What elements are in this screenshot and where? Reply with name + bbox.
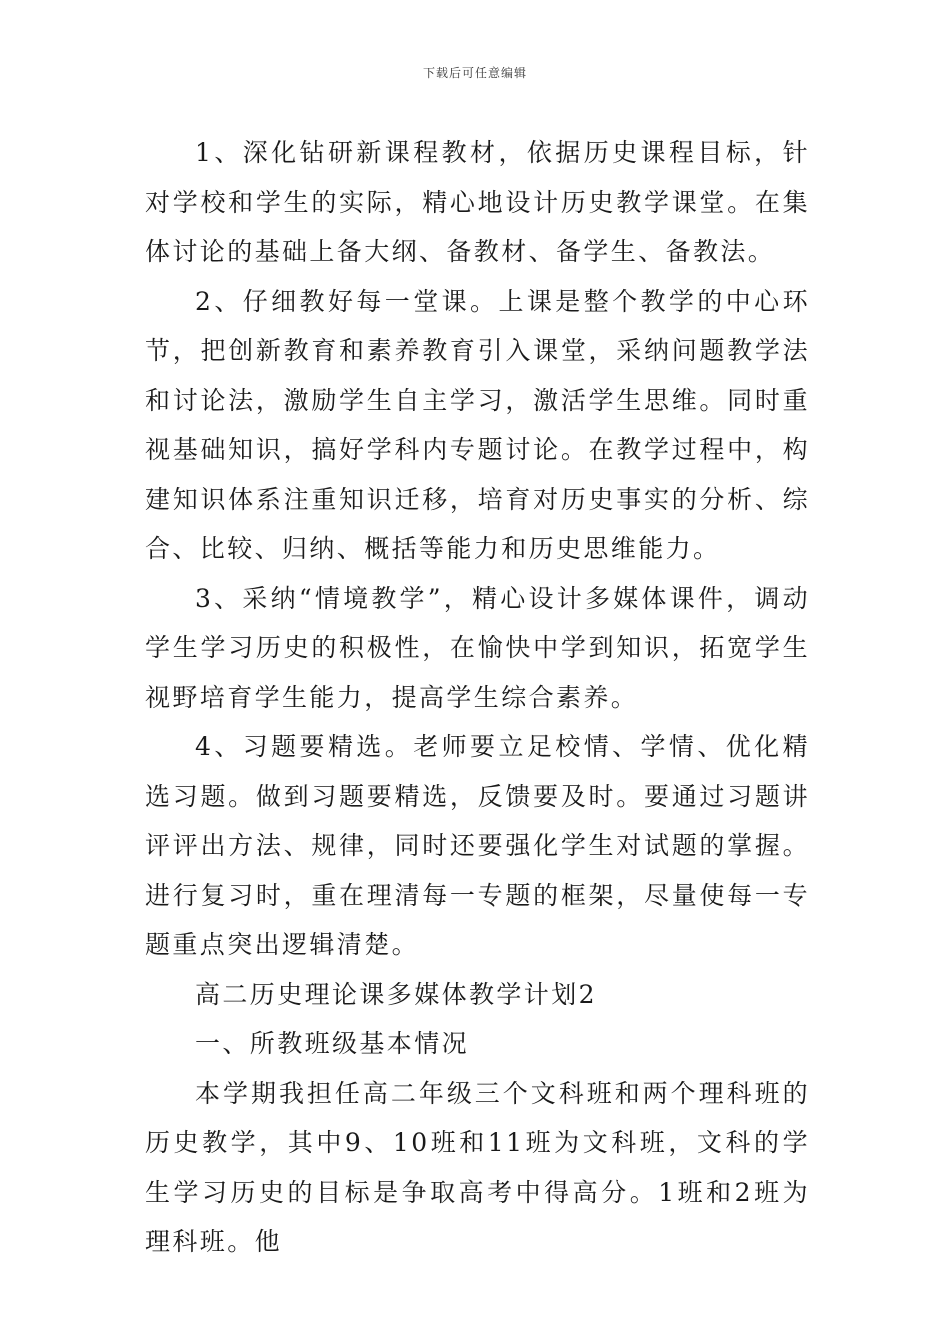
section-title: 高二历史理论课多媒体教学计划2 [195,979,597,1009]
paragraph-5: 本学期我担任高二年级三个文科班和两个理科班的历史教学，其中9、10班和11班为文科班，文科的学生学习历史的目标是争取高考中得高分。1班和2班为理科班。他 [145,1078,810,1256]
document-body [145,128,810,1267]
subsection-heading: 一、所教班级基本情况 [195,1029,470,1058]
paragraph-2: 2、仔细教好每一堂课。上课是整个教学的中心环节，把创新教育和素养教育引入课堂，采纳问题教学法和讨论法，激励学生自主学习，激活学生思维。同时重视基础知识，搞好学科内专题讨论。在教学过程中，构建知识体系注重知识迁移，培育对历史事实的分析、综合、比较、归纳、概括等能力和历史思维能力。 [145,286,810,563]
paragraph-3: 3、采纳“情境教学”，精心设计多媒体课件，调动学生学习历史的积极性，在愉快中学到知识，拓宽学生视野培育学生能力，提高学生综合素养。 [145,583,810,712]
page-header: 下载后可任意编辑 [422,66,527,80]
paragraph-1: 1、深化钻研新课程教材，依据历史课程目标，针对学校和学生的实际，精心地设计历史教学课堂。在集体讨论的基础上备大纲、备教材、备学生、备教法。 [145,138,810,266]
paragraph-4: 4、习题要精选。老师要立足校情、学情、优化精选习题。做到习题要精选，反馈要及时。要通过习题讲评评出方法、规律，同时还要强化学生对试题的掌握。进行复习时，重在理清每一专题的框架，尽量使每一专题重点突出逻辑清楚。 [145,732,810,959]
